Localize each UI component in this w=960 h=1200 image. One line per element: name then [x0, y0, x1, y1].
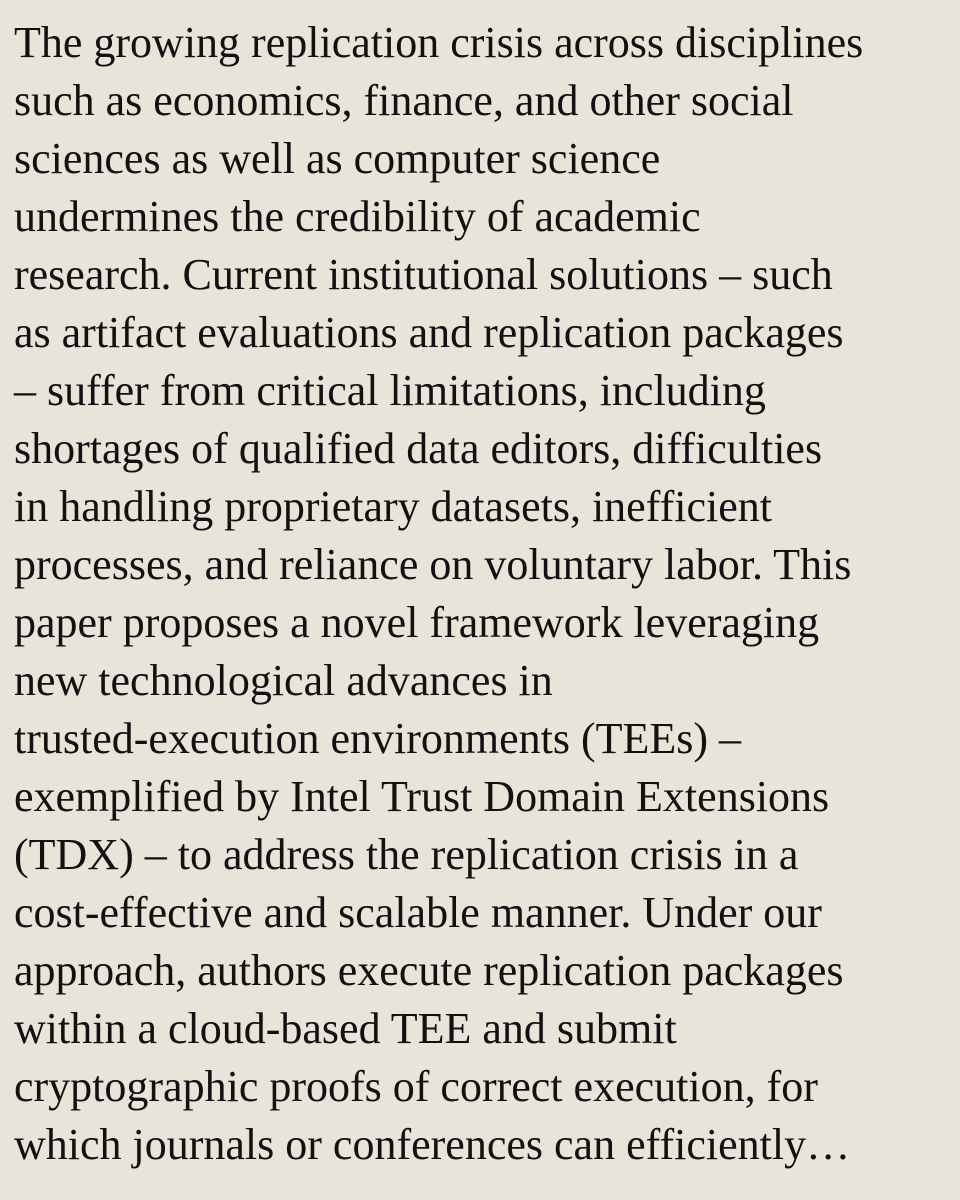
text-line: such as economics, finance, and other social — [14, 76, 794, 125]
text-line: shortages of qualified data editors, difficulties — [14, 424, 823, 473]
text-line: (TDX) – to address the replication crisis in a — [14, 830, 799, 879]
text-line: cost-effective and scalable manner. Under our — [14, 888, 822, 937]
text-line: new technological advances in — [14, 656, 553, 705]
text-line: paper proposes a novel framework leveraging — [14, 598, 820, 647]
text-line: cryptographic proofs of correct execution, for — [14, 1062, 818, 1111]
text-line: – suffer from critical limitations, including — [14, 366, 766, 415]
text-line: processes, and reliance on voluntary labor. This — [14, 540, 852, 589]
text-line: trusted-execution environments (TEEs) – — [14, 714, 742, 763]
text-line: approach, authors execute replication packages — [14, 946, 844, 995]
text-line: as artifact evaluations and replication packages — [14, 308, 844, 357]
text-line: in handling proprietary datasets, inefficient — [14, 482, 772, 531]
text-line: exemplified by Intel Trust Domain Extensions — [14, 772, 830, 821]
abstract-text — [14, 14, 954, 1174]
text-line: The growing replication crisis across disciplines — [14, 18, 864, 67]
text-line: within a cloud-based TEE and submit — [14, 1004, 677, 1053]
text-line: sciences as well as computer science — [14, 134, 661, 183]
text-line: which journals or conferences can efficiently… — [14, 1120, 851, 1169]
text-line: research. Current institutional solutions – such — [14, 250, 833, 299]
text-line: undermines the credibility of academic — [14, 192, 701, 241]
